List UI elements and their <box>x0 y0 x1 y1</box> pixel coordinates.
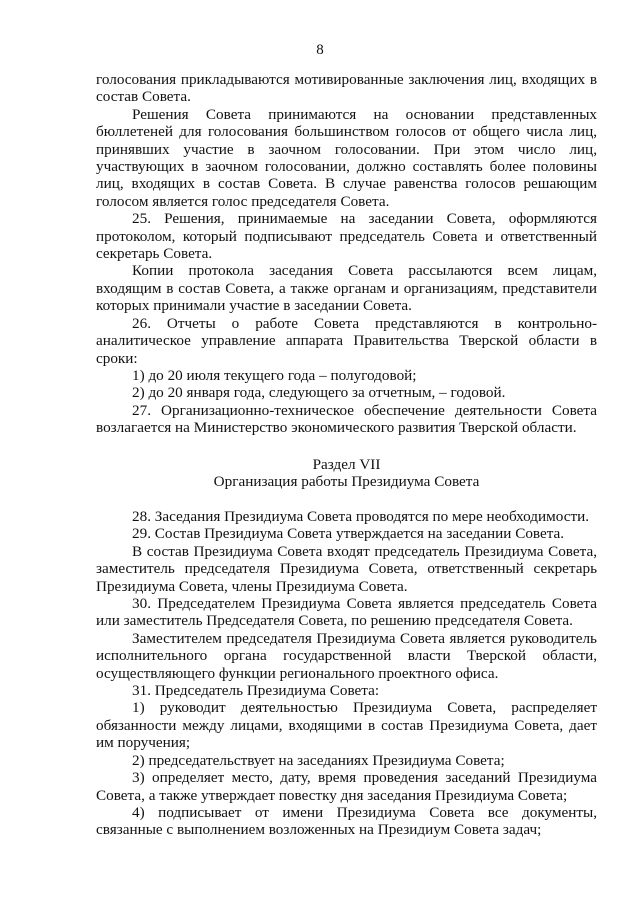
list-item: 1) руководит деятельностью Президиума Совета, распределяет обязанности между лицами, входящими в состав Президиума Совета, дает им поручения; <box>96 699 597 752</box>
paragraph: 30. Председателем Президиума Совета является председатель Совета или заместитель Председателя Совета, по решению председателя Совета. <box>96 595 597 630</box>
paragraph: 29. Состав Президиума Совета утверждается на заседании Совета. <box>132 525 565 543</box>
paragraph: Решения Совета принимаются на основании представленных бюллетеней для голосования большинством голосов от общего числа лиц, принявших участие в заочном голосовании. При этом число лиц, участвующих в заочном голосовании, должно составлять более половины лиц, входящих в состав Совета. В случае равенства голосов решающим голосом является голос председателя Совета. <box>96 105 597 210</box>
paragraph: 31. Председатель Президиума Совета: <box>132 682 380 700</box>
text-block-upper <box>96 71 597 437</box>
list-item: 3) определяет место, дату, время проведения заседаний Президиума Совета, а также утверждает повестку дня заседания Президиума Совета; <box>96 769 597 804</box>
paragraph: 27. Организационно-техническое обеспечение деятельности Совета возлагается на Министерство экономического развития Тверской области. <box>96 401 597 437</box>
section-heading <box>96 456 597 491</box>
paragraph: 26. Отчеты о работе Совета представляются в контрольно-аналитическое управление аппарата Правительства Тверской области в сроки: <box>96 314 597 367</box>
list-item: 1) до 20 июля текущего года – полугодовой; <box>132 366 417 384</box>
section-label: Раздел VII <box>312 456 381 473</box>
paragraph: В состав Президиума Совета входят председатель Президиума Совета, заместитель председателя Президиума Совета, ответственный секретарь Президиума Совета, члены Президиума Совета. <box>96 542 597 595</box>
paragraph: 25. Решения, принимаемые на заседании Совета, оформляются протоколом, который подписывают председатель Совета и ответственный секретарь Совета. <box>96 210 597 263</box>
paragraph: голосования прикладываются мотивированные заключения лиц, входящих в состав Совета. <box>96 71 597 106</box>
paragraph: Заместителем председателя Президиума Совета является руководитель исполнительного органа государственной власти Тверской области, осуществляющего функции регионального проектного офиса. <box>96 629 597 682</box>
list-item: 2) до 20 января года, следующего за отчетным, – годовой. <box>132 384 506 402</box>
section-title: Организация работы Президиума Совета <box>213 473 480 491</box>
list-item: 2) председательствует на заседаниях Президиума Совета; <box>132 751 505 769</box>
paragraph: 28. Заседания Президиума Совета проводятся по мере необходимости. <box>132 508 590 525</box>
list-item: 4) подписывает от имени Президиума Совета все документы, связанные с выполнением возложенных на Президиум Совета задач; <box>96 803 597 839</box>
page-number: 8 <box>316 42 324 58</box>
paragraph: Копии протокола заседания Совета рассылаются всем лицам, входящим в состав Совета, а также органам и организациям, представители которых принимали участие в заседании Совета. <box>96 262 597 315</box>
text-block-lower <box>96 508 597 839</box>
